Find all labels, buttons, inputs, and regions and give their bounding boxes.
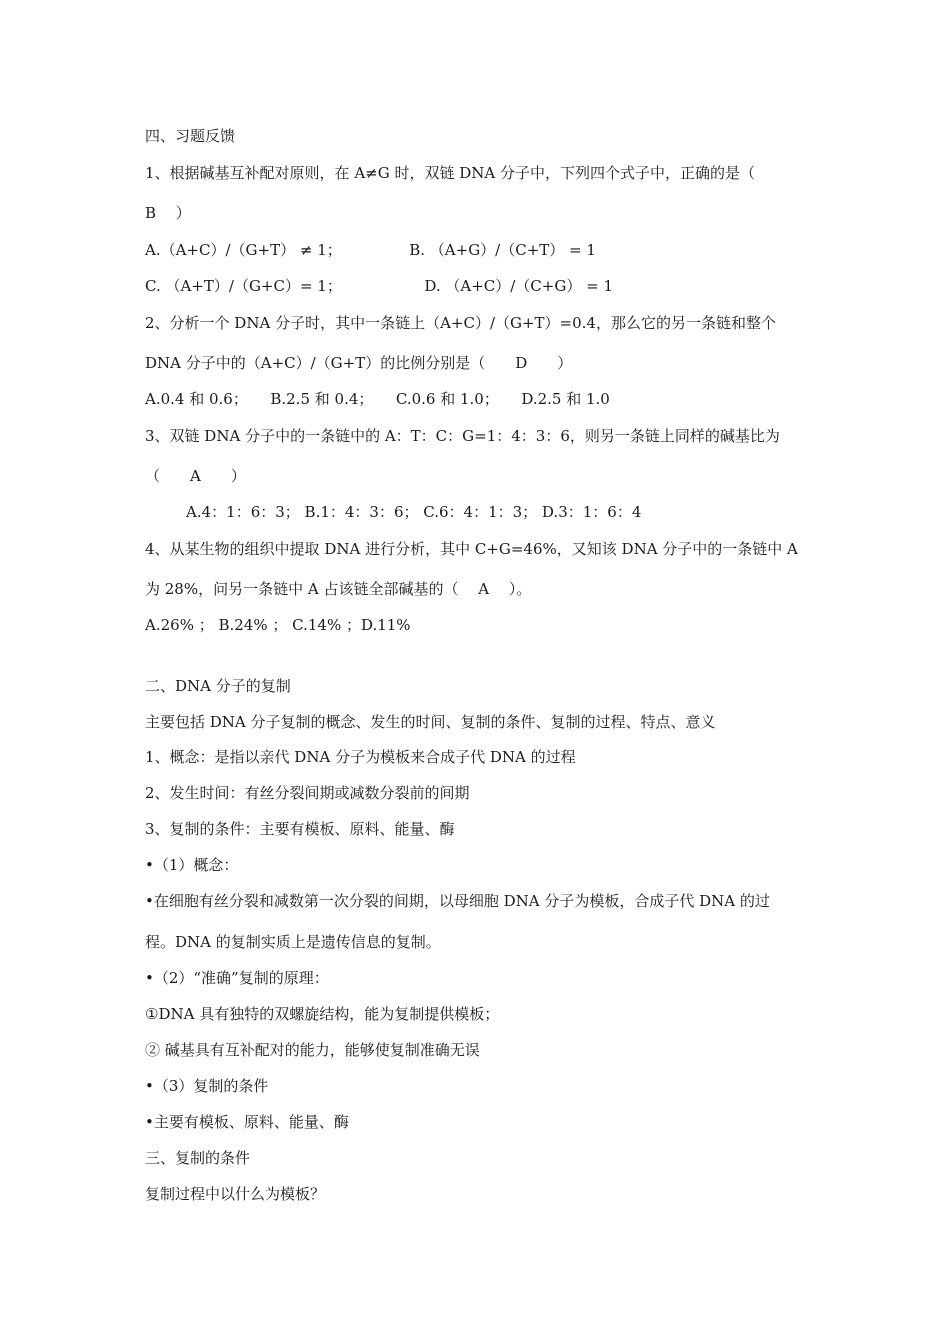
question-1-answer: B ） xyxy=(145,204,191,222)
question-4-stem-line1: 4、从某生物的组织中提取 DNA 进行分析，其中 C+G=46%，又知该 DNA 分子中的一条链中 A xyxy=(145,540,798,558)
bullet-conditions-detail: •主要有模板、原料、能量、酶 xyxy=(145,1113,349,1131)
replication-concept: 1、概念：是指以亲代 DNA 分子为模板来合成子代 DNA 的过程 xyxy=(145,748,576,766)
question-3-options: A.4：1：6：3； B.1：4：3：6； C.6：4：1：3； D.3：1：6：4 xyxy=(186,503,642,521)
bullet-concept: •（1）概念： xyxy=(145,856,239,874)
section-heading-replication: 二、DNA 分子的复制 xyxy=(145,677,291,695)
replication-intro: 主要包括 DNA 分子复制的概念、发生的时间、复制的条件、复制的过程、特点、意义 xyxy=(145,713,716,731)
question-4-options: A.26% ； B.24% ； C.14% ；D.11% xyxy=(145,616,411,634)
replication-conditions: 3、复制的条件：主要有模板、原料、能量、酶 xyxy=(145,820,455,838)
principle-item-1: ①DNA 具有独特的双螺旋结构，能为复制提供模板； xyxy=(145,1005,500,1023)
bullet-accurate-principle: •（2）“准确”复制的原理： xyxy=(145,969,329,987)
question-1-options-ab: A.（A+C）/（G+T） ≠ 1； B. （A+G）/（C+T） = 1 xyxy=(145,241,596,259)
bullet-conditions: •（3）复制的条件 xyxy=(145,1077,269,1095)
question-4-stem-line2: 为 28%，问另一条链中 A 占该链全部碱基的（ A ）。 xyxy=(145,580,532,598)
principle-item-2: ② 碱基具有互补配对的能力，能够使复制准确无误 xyxy=(145,1041,480,1059)
question-1-stem: 1、根据碱基互补配对原则，在 A≠G 时，双链 DNA 分子中，下列四个式子中，正确的是（ xyxy=(145,164,755,182)
replication-time: 2、发生时间：有丝分裂间期或减数分裂前的间期 xyxy=(145,784,470,802)
question-2-stem-line2: DNA 分子中的（A+C）/（G+T）的比例分别是（ D ） xyxy=(145,354,573,372)
question-3-answer: （ A ） xyxy=(145,467,246,485)
question-1-options-cd: C. （A+T）/（G+C）= 1； D. （A+C）/（C+G） = 1 xyxy=(145,277,613,295)
template-question: 复制过程中以什么为模板？ xyxy=(145,1185,326,1203)
question-3-stem: 3、双链 DNA 分子中的一条链中的 A：T：C：G=1：4：3：6，则另一条链上同样的碱基比为 xyxy=(145,427,780,445)
bullet-concept-line2: 程。DNA 的复制实质上是遗传信息的复制。 xyxy=(145,933,441,951)
question-2-stem-line1: 2、分析一个 DNA 分子时，其中一条链上（A+C）/（G+T）=0.4，那么它的另一条链和整个 xyxy=(145,314,776,332)
question-2-options: A.0.4 和 0.6； B.2.5 和 0.4； C.0.6 和 1.0； D.2.5 和 1.0 xyxy=(145,390,610,408)
section-heading-exercises: 四、习题反馈 xyxy=(145,127,236,145)
section-heading-conditions: 三、复制的条件 xyxy=(145,1149,251,1167)
bullet-concept-line1: •在细胞有丝分裂和减数第一次分裂的间期，以母细胞 DNA 分子为模板，合成子代 DNA 的过 xyxy=(145,892,770,910)
